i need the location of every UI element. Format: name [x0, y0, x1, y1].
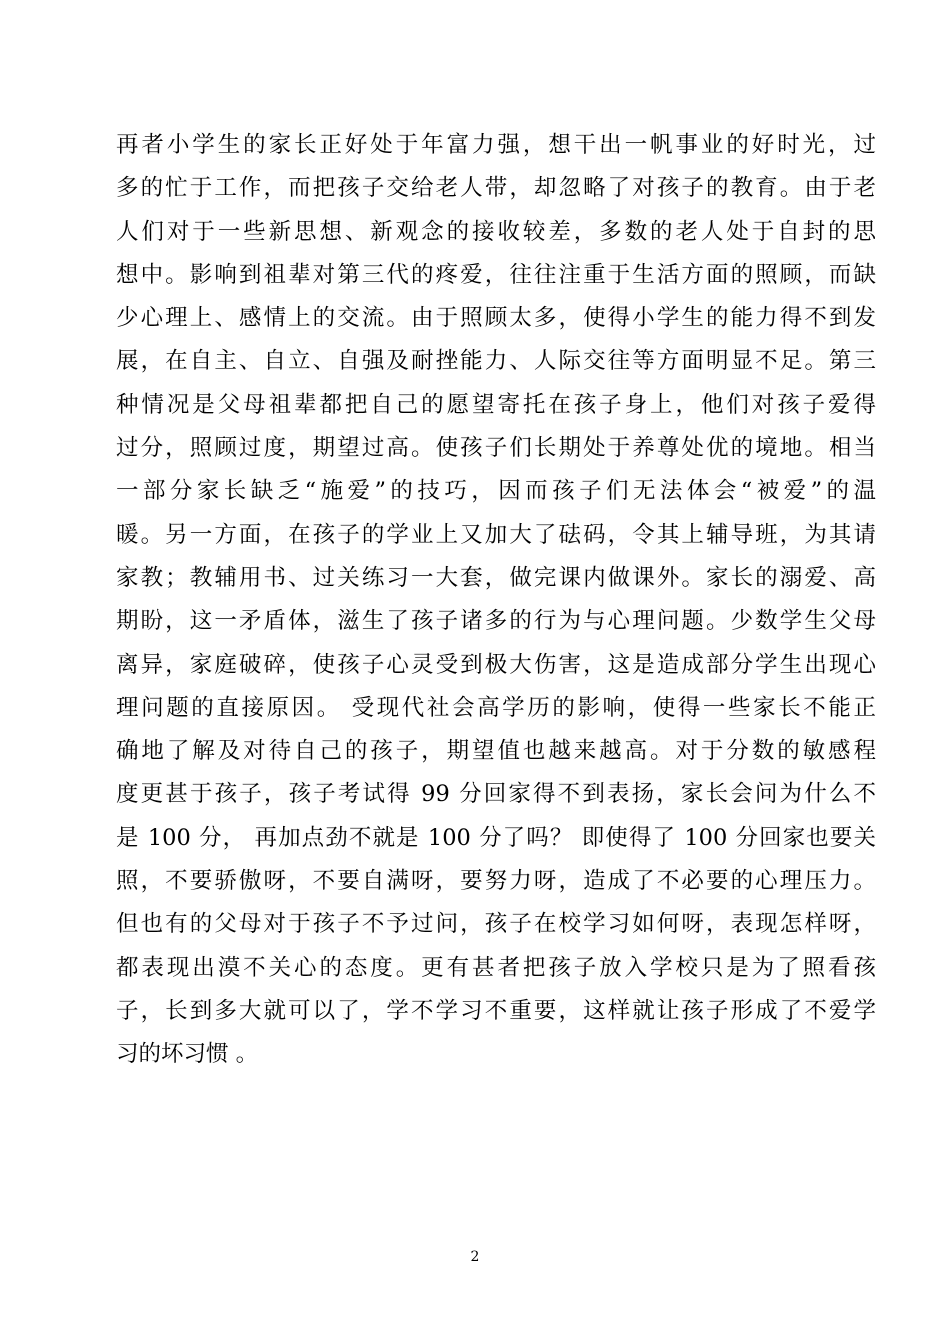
text-line: 离异，家庭破碎，使孩子心灵受到极大伤害，这是造成部分学生出现心: [116, 651, 876, 678]
text-line: 理问题的直接原因。 受现代社会高学历的影响，使得一些家长不能正: [116, 694, 876, 721]
text-line: 想中。影响到祖辈对第三代的疼爱，往往注重于生活方面的照顾，而缺: [116, 261, 876, 288]
text-line: 确地了解及对待自己的孩子，期望值也越来越高。对于分数的敏感程: [116, 738, 876, 765]
text-line: 暖。另一方面，在孩子的学业上又加大了砝码，令其上辅导班，为其请: [116, 521, 876, 548]
text-line: 度更甚于孩子，孩子考试得 99 分回家得不到表扬，家长会问为什么不: [116, 781, 876, 808]
text-line: 人们对于一些新思想、新观念的接收较差，多数的老人处于自封的思: [116, 218, 876, 245]
text-line: 期盼，这一矛盾体，滋生了孩子诸多的行为与心理问题。少数学生父母: [116, 608, 876, 635]
text-line: 多的忙于工作，而把孩子交给老人带，却忽略了对孩子的教育。由于老: [116, 175, 876, 202]
text-line: 但也有的父母对于孩子不予过问，孩子在校学习如何呀，表现怎样呀，: [116, 911, 876, 938]
text-line: 再者小学生的家长正好处于年富力强，想干出一帆事业的好时光，过: [116, 132, 876, 158]
text-line: 是 100 分， 再加点劲不就是 100 分了吗？ 即使得了 100 分回家也要关: [116, 824, 876, 851]
text-line: 照，不要骄傲呀，不要自满呀，要努力呀，造成了不必要的心理压力。: [116, 868, 876, 895]
text-line: 子，长到多大就可以了，学不学习不重要，这样就让孩子形成了不爱学: [116, 997, 876, 1024]
body-paragraph: [116, 124, 876, 1077]
text-line: 一部分家长缺乏“施爱”的技巧，因而孩子们无法体会“被爱”的温: [116, 478, 876, 505]
text-line: 家教；教辅用书、过关练习一大套，做完课内做课外。家长的溺爱、高: [116, 564, 876, 591]
text-line: 都表现出漠不关心的态度。更有甚者把孩子放入学校只是为了照看孩: [116, 954, 876, 981]
text-line: 少心理上、感情上的交流。由于照顾太多，使得小学生的能力得不到发: [116, 305, 876, 332]
text-line: 展，在自主、自立、自强及耐挫能力、人际交往等方面明显不足。第三: [116, 348, 876, 375]
page-number: 2: [470, 1249, 480, 1265]
text-line: 种情况是父母祖辈都把自己的愿望寄托在孩子身上，他们对孩子爱得: [116, 391, 876, 418]
text-line-last: 习的坏习惯 。: [116, 1041, 259, 1068]
text-line: 过分，照顾过度，期望过高。使孩子们长期处于养尊处优的境地。相当: [116, 435, 876, 462]
